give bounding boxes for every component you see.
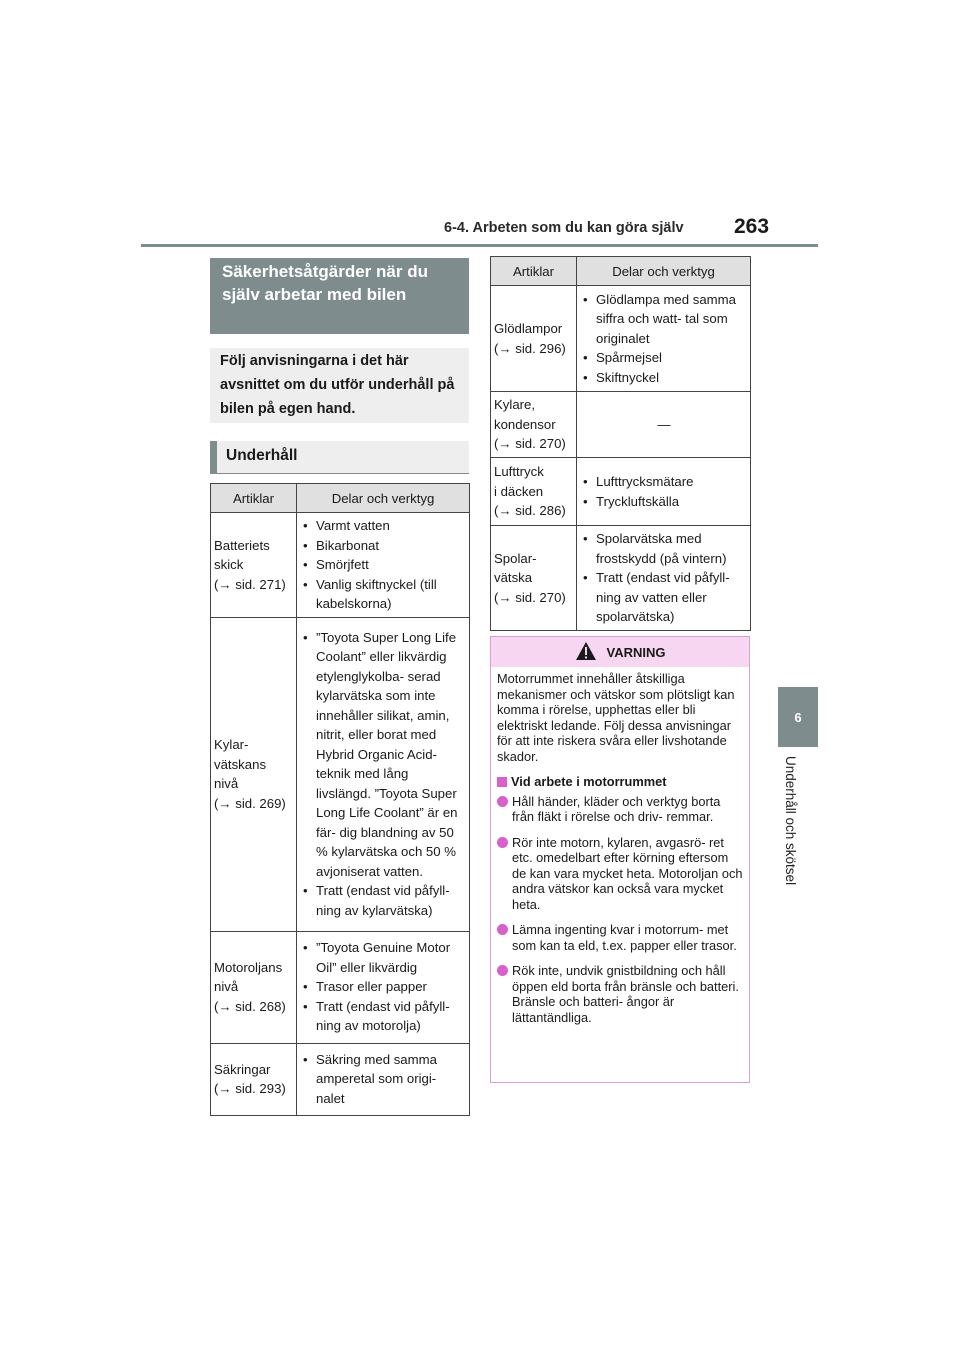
column-header-tools: Delar och verktyg	[297, 484, 470, 513]
item-line: (→ sid. 296)	[494, 340, 566, 356]
table-row	[211, 617, 470, 931]
maintenance-heading: Underhåll	[210, 441, 469, 474]
item-line: (→ sid. 271)	[214, 576, 286, 592]
circle-bullet-icon	[497, 837, 508, 848]
item-line: Kylare,	[494, 397, 536, 413]
warning-point-text: Rör inte motorn, kylaren, avgasrö- ret etc. omedelbart efter körning eftersom de kan vara mycket heta. Motoroljan och andra vätskor kan också vara mycket heta.	[512, 834, 743, 912]
warning-subheading	[497, 774, 743, 790]
item-line: Motoroljans	[214, 959, 283, 975]
warning-triangle-icon	[575, 641, 597, 664]
item-line: (→ sid. 268)	[214, 998, 286, 1014]
item-cell	[491, 458, 577, 526]
tool-item: • ”Toyota Genuine Motor Oil” eller likvärdig	[302, 938, 465, 977]
warning-intro: Motorrummet innehåller åtskilliga mekanismer och vätskor som plötsligt kan komma i rörelse, upphettas eller bli elektriskt ledande. Följ dessa anvisningar för att inte riskera svåra eller livshotande skador.	[497, 671, 735, 764]
page-title: Säkerhetsåtgärder när du själv arbetar med bilen	[210, 258, 469, 334]
column-header-items: Artiklar	[491, 257, 577, 286]
tools-list	[302, 516, 465, 614]
warning-subheading-text: Vid arbete i motorrummet	[511, 774, 667, 789]
item-line: kondensor	[494, 416, 556, 432]
tool-item: • Spolarvätska med frostskydd (på vintern)	[582, 529, 746, 568]
chapter-tab: 6	[778, 687, 818, 747]
tools-cell	[297, 513, 470, 618]
page-number: 263	[734, 215, 770, 238]
item-line: Kylar-	[214, 737, 249, 752]
tools-cell	[577, 526, 751, 631]
item-line: vätska	[494, 570, 533, 585]
section-header: 6-4. Arbeten som du kan göra själv	[444, 220, 684, 236]
item-cell	[211, 513, 297, 618]
warning-point	[497, 922, 743, 953]
item-line: (→ sid. 293)	[214, 1081, 286, 1096]
tool-item: • Glödlampa med samma siffra och watt- tal som originalet	[582, 290, 746, 349]
item-line: nivå	[214, 979, 239, 995]
tool-item: • Säkring med samma amperetal som origi- nalet	[302, 1050, 465, 1109]
tool-item: • Lufttrycksmätare	[582, 472, 746, 492]
header-divider	[141, 244, 818, 247]
item-cell	[491, 526, 577, 631]
column-header-tools: Delar och verktyg	[577, 257, 751, 286]
table-row	[491, 526, 751, 631]
item-line: vätskans	[214, 756, 267, 772]
tools-table-right	[490, 256, 751, 631]
tools-list	[582, 529, 746, 627]
tools-cell: —	[577, 392, 751, 458]
tools-cell	[297, 931, 470, 1043]
table-header-row	[491, 257, 751, 286]
tools-table-left	[210, 483, 470, 1116]
warning-header	[491, 637, 749, 667]
warning-point	[497, 835, 743, 913]
item-cell	[211, 931, 297, 1043]
item-line: Glödlampor	[494, 321, 563, 336]
item-line: i däcken	[494, 483, 544, 499]
tools-cell	[297, 1043, 470, 1115]
warning-point	[497, 963, 743, 1025]
item-line: nivå	[214, 776, 239, 791]
tool-item: • Trasor eller papper	[302, 977, 465, 997]
tool-item: • Smörjfett	[302, 555, 465, 575]
circle-bullet-icon	[497, 924, 508, 935]
warning-point-text: Håll händer, kläder och verktyg borta från fläkt i rörelse och driv- remmar.	[512, 793, 721, 824]
tool-item: • Spårmejsel	[582, 348, 746, 368]
table-row	[211, 1043, 470, 1115]
tool-item: • Tratt (endast vid påfyll- ning av motorolja)	[302, 997, 465, 1036]
warning-point-text: Rök inte, undvik gnistbildning och håll öppen eld borta från bränsle och batteri. Bränsle och batteri- ångor är lättantändliga.	[512, 963, 739, 1025]
tools-list	[302, 1050, 465, 1109]
tool-item: • ”Toyota Super Long Life Coolant” eller likvärdig etylenglykolba- serad kylarvätska som inte innehåller silikat, amin, nitrit, eller borat med Hybrid Organic Acid-teknik med lång livslängd. ”Toyota Super Long Life Coolant” är en fär- dig blandning av 50 % kylarvätska och 50 % avjoniserat vatten.	[302, 628, 465, 882]
warning-box	[490, 636, 750, 1083]
table-row	[211, 931, 470, 1043]
item-line: Säkringar	[214, 1061, 271, 1077]
warning-title: VARNING	[606, 644, 666, 660]
tool-item: • Tryckluftskälla	[582, 492, 746, 512]
table-row	[211, 513, 470, 618]
chapter-label: Underhåll och skötsel	[783, 756, 798, 886]
table-row	[491, 458, 751, 526]
item-line: skick	[214, 557, 244, 572]
tool-item: • Vanlig skiftnyckel (till kabelskorna)	[302, 575, 465, 614]
warning-point	[497, 794, 743, 825]
item-cell	[211, 1043, 297, 1115]
tools-cell	[297, 617, 470, 931]
tool-item: • Varmt vatten	[302, 516, 465, 536]
tool-item: • Tratt (endast vid påfyll- ning av kylarvätska)	[302, 881, 465, 920]
warning-point-text: Lämna ingenting kvar i motorrum- met som kan ta eld, t.ex. papper eller trasor.	[512, 922, 737, 953]
circle-bullet-icon	[497, 965, 508, 976]
tool-item: • Skiftnyckel	[582, 368, 746, 388]
item-line: (→ sid. 270)	[494, 436, 566, 452]
item-line: (→ sid. 286)	[494, 503, 566, 519]
table-header-row	[211, 484, 470, 513]
tool-item: • Bikarbonat	[302, 536, 465, 556]
item-line: Spolar-	[494, 550, 537, 566]
tools-list	[302, 938, 465, 1036]
intro-text: Följ anvisningarna i det här avsnittet om du utför underhåll på bilen på egen hand.	[210, 348, 469, 423]
item-line: Batteriets	[214, 537, 270, 553]
item-line: (→ sid. 269)	[214, 795, 286, 811]
table-row	[491, 392, 751, 458]
column-header-items: Artiklar	[211, 484, 297, 513]
item-cell	[491, 286, 577, 392]
tool-item: • Tratt (endast vid påfyll- ning av vatten eller spolarvätska)	[582, 568, 746, 627]
tools-cell	[577, 458, 751, 526]
tools-list	[582, 290, 746, 388]
item-line: Lufttryck	[494, 464, 544, 480]
tools-cell	[577, 286, 751, 392]
table-row	[491, 286, 751, 392]
tools-list	[302, 628, 465, 921]
item-cell	[211, 617, 297, 931]
item-cell	[491, 392, 577, 458]
square-bullet-icon	[497, 777, 507, 787]
tools-list	[582, 472, 746, 511]
item-line: (→ sid. 270)	[494, 589, 566, 605]
circle-bullet-icon	[497, 796, 508, 807]
